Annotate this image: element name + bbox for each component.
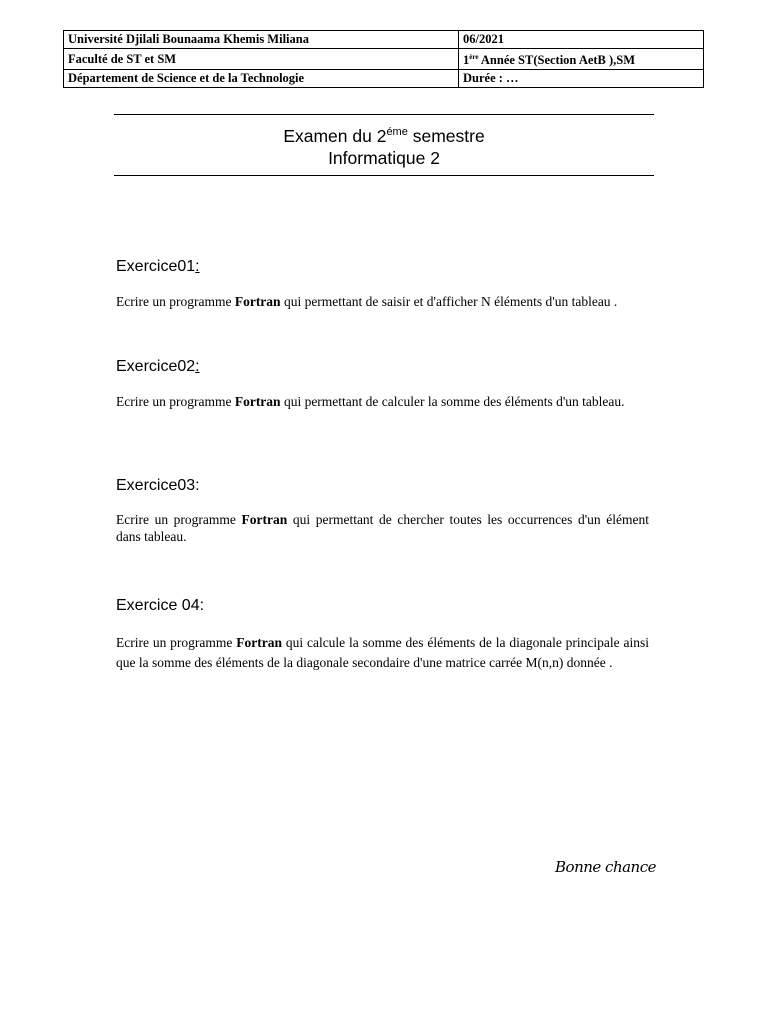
exercise-heading [116, 477, 200, 495]
statement-intro: Ecrire un programme [116, 512, 242, 527]
closing-message: Bonne chance [555, 858, 656, 876]
title-bottom-rule [114, 175, 654, 176]
exercise-name: Exercice02 [116, 358, 196, 375]
exercise-name: Exercice01 [116, 258, 196, 275]
title-start: Examen du 2 [283, 126, 387, 146]
study-year [459, 49, 704, 70]
language-keyword: Fortran [234, 294, 281, 309]
statement-body: qui permettant de chercher toutes les occurrences d'un élément dans tableau. [116, 512, 649, 544]
exercise-statement [116, 293, 649, 310]
year-section: Année ST(Section AetB ),SM [478, 53, 636, 67]
language-keyword: Fortran [241, 512, 288, 527]
subject-title: Informatique 2 [328, 148, 440, 168]
header-row [64, 70, 704, 88]
exercise-name: Exercice03 [116, 477, 196, 494]
exam-title [114, 121, 654, 147]
title-superscript: éme [386, 126, 408, 138]
exam-duration: Durée : … [459, 70, 704, 88]
header-row [64, 31, 704, 49]
exercise-statement [116, 511, 649, 545]
statement-intro: Ecrire un programme [116, 294, 235, 309]
header-table [63, 30, 704, 88]
department-name: Département de Science et de la Technologie [64, 70, 459, 88]
title-end: semestre [407, 126, 485, 146]
exercise-statement [116, 633, 649, 673]
exercise-statement [116, 393, 649, 410]
statement-intro: Ecrire un programme [116, 635, 237, 650]
statement-body: qui calcule la somme des éléments de la diagonale principale ainsi que la somme des éléments de la diagonale secondaire d'une matrice carrée M(n,n) donnée . [116, 635, 649, 670]
year-number: 1 [463, 53, 470, 67]
faculty-name: Faculté de ST et SM [64, 49, 459, 70]
exercise-heading [116, 258, 200, 276]
exercise-colon: : [199, 597, 205, 614]
university-name: Université Djilali Bounaama Khemis Miliana [64, 31, 459, 49]
statement-intro: Ecrire un programme [116, 394, 235, 409]
exam-date: 06/2021 [459, 31, 704, 49]
exercise-colon: : [195, 258, 200, 275]
language-keyword: Fortran [234, 394, 281, 409]
language-keyword: Fortran [236, 635, 282, 650]
year-superscript: ère [469, 53, 479, 61]
exercise-heading [116, 597, 204, 615]
title-top-rule [114, 114, 654, 115]
exercise-colon: : [195, 358, 200, 375]
statement-body: qui permettant de saisir et d'afficher N éléments d'un tableau . [280, 294, 618, 309]
exercise-heading [116, 358, 200, 376]
exercise-colon: : [195, 477, 200, 494]
statement-body: qui permettant de calculer la somme des éléments d'un tableau. [280, 394, 625, 409]
header-row [64, 49, 704, 70]
exercise-name: Exercice 04 [116, 597, 200, 614]
